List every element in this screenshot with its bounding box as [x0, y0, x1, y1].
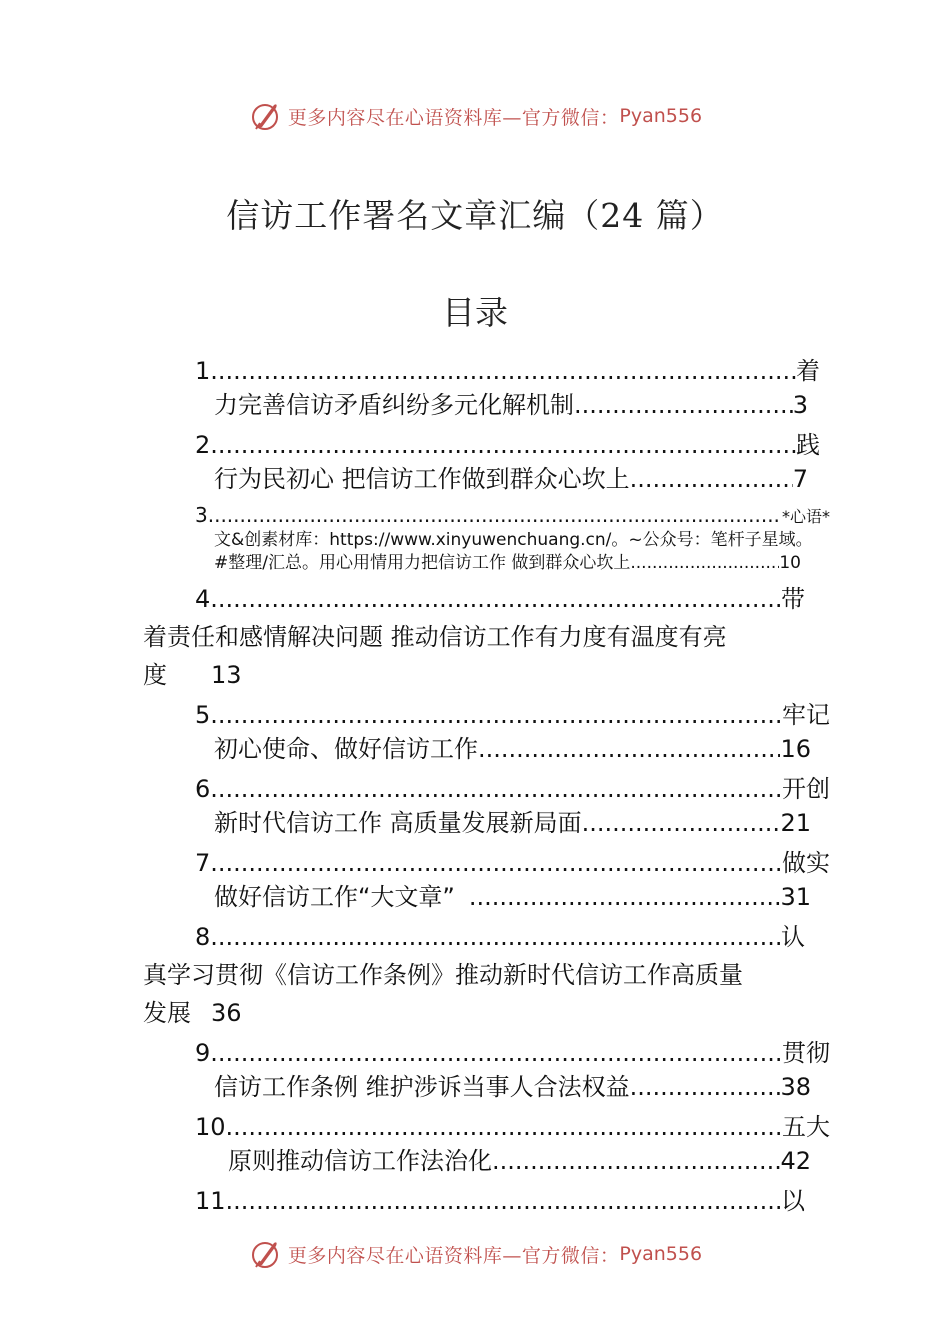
- leader-dots: [210, 774, 782, 804]
- toc-page: 16: [780, 735, 811, 763]
- toc-entry-9[interactable]: [195, 1038, 830, 1068]
- toc-entry-3-line2[interactable]: 文&创素材库：https://www.xinyuwenchuang.cn/。~公众号：笔杆子星域。: [214, 530, 813, 550]
- toc-number: 6: [195, 775, 211, 803]
- toc-entry-1-cont[interactable]: [214, 390, 808, 420]
- toc-entry-6-cont[interactable]: [214, 808, 811, 838]
- toc-title-start: 贯彻: [782, 1039, 830, 1067]
- toc-page: 36: [211, 999, 242, 1027]
- toc-entry-8-line2[interactable]: 真学习贯彻《信访工作条例》推动新时代信访工作高质量: [143, 961, 743, 989]
- leader-dots: [210, 1038, 782, 1068]
- toc-entry-5-cont[interactable]: [214, 734, 811, 764]
- toc-title: 信访工作条例 维护涉诉当事人合法权益: [214, 1073, 630, 1101]
- toc-title: 力完善信访矛盾纠纷多元化解机制: [214, 391, 574, 419]
- toc-entry-6[interactable]: [195, 774, 830, 804]
- toc-page: 10: [779, 553, 801, 573]
- toc-title-start: 带: [781, 585, 805, 613]
- toc-title-start: 践: [796, 431, 820, 459]
- toc-title-start: *心语*: [781, 507, 830, 526]
- header-watermark: [0, 96, 950, 136]
- toc-title-start: 牢记: [782, 701, 830, 729]
- toc-entry-4-line2[interactable]: 着责任和感情解决问题 推动信访工作有力度有温度有亮: [143, 623, 727, 651]
- toc-title: 发展: [143, 999, 191, 1027]
- toc-entry-2-cont[interactable]: [214, 464, 808, 494]
- toc-entry-2[interactable]: [195, 430, 820, 460]
- leader-dots: [630, 464, 793, 494]
- leader-dots: [630, 1072, 781, 1102]
- leader-dots: [210, 430, 796, 460]
- leader-dots: [630, 552, 779, 574]
- leader-dots: [208, 503, 782, 527]
- leader-dots: [226, 1186, 781, 1216]
- toc-number: 1: [195, 357, 211, 385]
- watermark-text: 更多内容尽在心语资料库—官方微信：: [287, 106, 620, 129]
- toc-number: 2: [195, 431, 211, 459]
- toc-number: 8: [195, 923, 211, 951]
- toc-page: 31: [780, 883, 811, 911]
- leader-dots: [210, 356, 796, 386]
- toc-title-start: 着: [796, 357, 820, 385]
- toc-title-start: 五大: [782, 1113, 830, 1141]
- toc-entry-3-line3[interactable]: [214, 552, 801, 574]
- toc-title: 行为民初心 把信访工作做到群众心坎上: [214, 465, 630, 493]
- watermark-text: 更多内容尽在心语资料库—官方微信：: [287, 1244, 620, 1267]
- toc-page: 13: [211, 661, 242, 689]
- leader-dots: [210, 584, 781, 614]
- toc-entry-7[interactable]: [195, 848, 830, 878]
- toc-page: 21: [780, 809, 811, 837]
- toc-title-start: 做实: [782, 849, 830, 877]
- toc-entry-8[interactable]: [195, 922, 805, 952]
- toc-entry-11[interactable]: [195, 1186, 805, 1216]
- toc-entry-10[interactable]: [195, 1112, 830, 1142]
- toc-entry-8-line3[interactable]: [143, 998, 242, 1028]
- leader-dots: [210, 922, 781, 952]
- toc-entry-4[interactable]: [195, 584, 805, 614]
- leader-dots: [210, 700, 782, 730]
- toc-page: 42: [780, 1147, 811, 1175]
- toc-entry-10-cont[interactable]: [228, 1146, 811, 1176]
- toc-page: 3: [792, 391, 808, 419]
- watermark-handle: Pyan556: [619, 105, 703, 127]
- toc-entry-4-line3[interactable]: [143, 660, 242, 690]
- leader-dots: [469, 882, 781, 912]
- toc-number: 7: [195, 849, 211, 877]
- toc-number: 9: [195, 1039, 211, 1067]
- toc-title: 初心使命、做好信访工作: [214, 735, 478, 763]
- toc-entry-5[interactable]: [195, 700, 830, 730]
- toc-entry-7-cont[interactable]: [214, 882, 811, 912]
- toc-number: 3: [195, 503, 208, 527]
- feather-pen-seal-icon: [248, 1237, 282, 1271]
- toc-number: 5: [195, 701, 211, 729]
- document-title: 信访工作署名文章汇编（24 篇）: [226, 196, 724, 235]
- toc-page: 38: [780, 1073, 811, 1101]
- feather-pen-seal-icon: [248, 99, 282, 133]
- toc-title: 新时代信访工作 高质量发展新局面: [214, 809, 582, 837]
- toc-title: 做好信访工作“大文章”: [214, 883, 455, 911]
- toc-number: 11: [195, 1187, 226, 1215]
- toc-title: 原则推动信访工作法治化: [228, 1147, 492, 1175]
- leader-dots: [478, 734, 780, 764]
- toc-entry-1[interactable]: [195, 356, 820, 386]
- leader-dots: [574, 390, 793, 420]
- leader-dots: [226, 1112, 782, 1142]
- toc-title-start: 开创: [782, 775, 830, 803]
- toc-title: 度: [143, 661, 167, 689]
- toc-number: 4: [195, 585, 211, 613]
- toc-page: 7: [792, 465, 808, 493]
- toc-entry-3[interactable]: [195, 503, 830, 529]
- leader-dots: [210, 848, 782, 878]
- toc-entry-9-cont[interactable]: [214, 1072, 811, 1102]
- toc-title-start: 认: [781, 923, 805, 951]
- toc-title-start: 以: [781, 1187, 805, 1215]
- leader-dots: [582, 808, 781, 838]
- leader-dots: [492, 1146, 780, 1176]
- watermark-handle: Pyan556: [619, 1243, 703, 1265]
- toc-heading: 目录: [442, 293, 508, 332]
- toc-title: #整理/汇总。用心用情用力把信访工作 做到群众心坎上: [214, 553, 631, 573]
- toc-number: 10: [195, 1113, 226, 1141]
- footer-watermark: [0, 1234, 950, 1274]
